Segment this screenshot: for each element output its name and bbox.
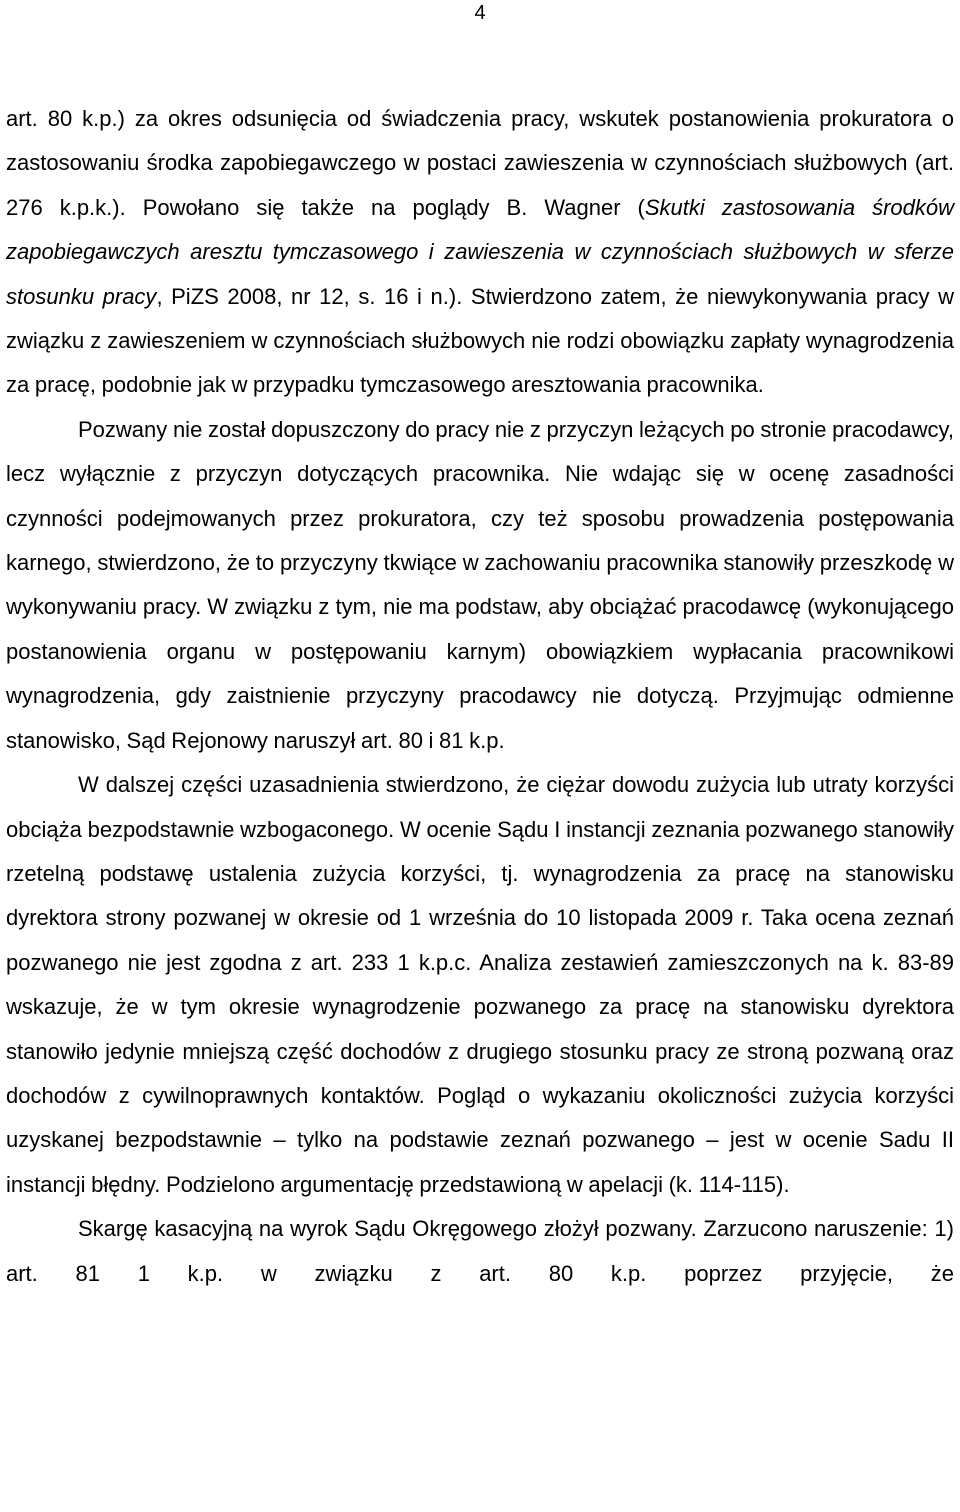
- paragraph-1: [6, 97, 954, 408]
- paragraph-4: Skargę kasacyjną na wyrok Sądu Okręgowego złożył pozwany. Zarzucono naruszenie: 1) art. 81 1 k.p. w związku z art. 80 k.p. poprzez przyjęcie, że: [6, 1216, 954, 1286]
- paragraph-1-text-a: art. 80 k.p.) za okres odsunięcia od świadczenia pracy, wskutek postanowienia prokuratora o zastosowaniu środka zapobiegawczego w postaci zawieszenia w czynnościach służbowych (art. 276 k.p.k.). Powołano się także na poglądy B. Wagner (: [6, 106, 954, 220]
- document-body: [6, 97, 954, 1296]
- paragraph-3: W dalszej części uzasadnienia stwierdzono, że ciężar dowodu zużycia lub utraty korzyści obciąża bezpodstawnie wzbogaconego. W ocenie Sądu I instancji zeznania pozwanego stanowiły rzetelną podstawę ustalenia zużycia korzyści, tj. wynagrodzenia za pracę na stanowisku dyrektora strony pozwanej w okresie od 1 września do 10 listopada 2009 r. Taka ocena zeznań pozwanego nie jest zgodna z art. 233 1 k.p.c. Analiza zestawień zamieszczonych na k. 83-89 wskazuje, że w tym okresie wynagrodzenie pozwanego za pracę na stanowisku dyrektora stanowiło jedynie mniejszą część dochodów z drugiego stosunku pracy ze stroną pozwaną oraz dochodów z cywilnoprawnych kontaktów. Pogląd o wykazaniu okoliczności zużycia korzyści uzyskanej bezpodstawnie – tylko na podstawie zeznań pozwanego – jest w ocenie Sadu II instancji błędny. Podzielono argumentację przedstawioną w apelacji (k. 114-115).: [6, 772, 954, 1197]
- paragraph-2: Pozwany nie został dopuszczony do pracy nie z przyczyn leżących po stronie pracodawcy, lecz wyłącznie z przyczyn dotyczących pracownika. Nie wdając się w ocenę zasadności czynności podejmowanych przez prokuratora, czy też sposobu prowadzenia postępowania karnego, stwierdzono, że to przyczyny tkwiące w zachowaniu pracownika stanowiły przeszkodę w wykonywaniu pracy. W związku z tym, nie ma podstaw, aby obciążać pracodawcę (wykonującego postanowienia organu w postępowaniu karnym) obowiązkiem wypłacania pracownikowi wynagrodzenia, gdy zaistnienie przyczyny pracodawcy nie dotyczą. Przyjmując odmienne stanowisko, Sąd Rejonowy naruszył art. 80 i 81 k.p.: [6, 416, 954, 753]
- cited-title: Skutki zastosowania środków zapobiegawczych aresztu tymczasowego i zawieszenia w czynnościach służbowych w sferze stosunku pracy: [6, 194, 954, 309]
- page-number: 4: [474, 2, 486, 24]
- paragraph-1-text-b: , PiZS 2008, nr 12, s. 16 i n.). Stwierdzono zatem, że niewykonywania pracy w związku z zawieszeniem w czynnościach służbowych nie rodzi obowiązku zapłaty wynagrodzenia za pracę, podobnie jak w przypadku tymczasowego aresztowania pracownika.: [6, 283, 954, 398]
